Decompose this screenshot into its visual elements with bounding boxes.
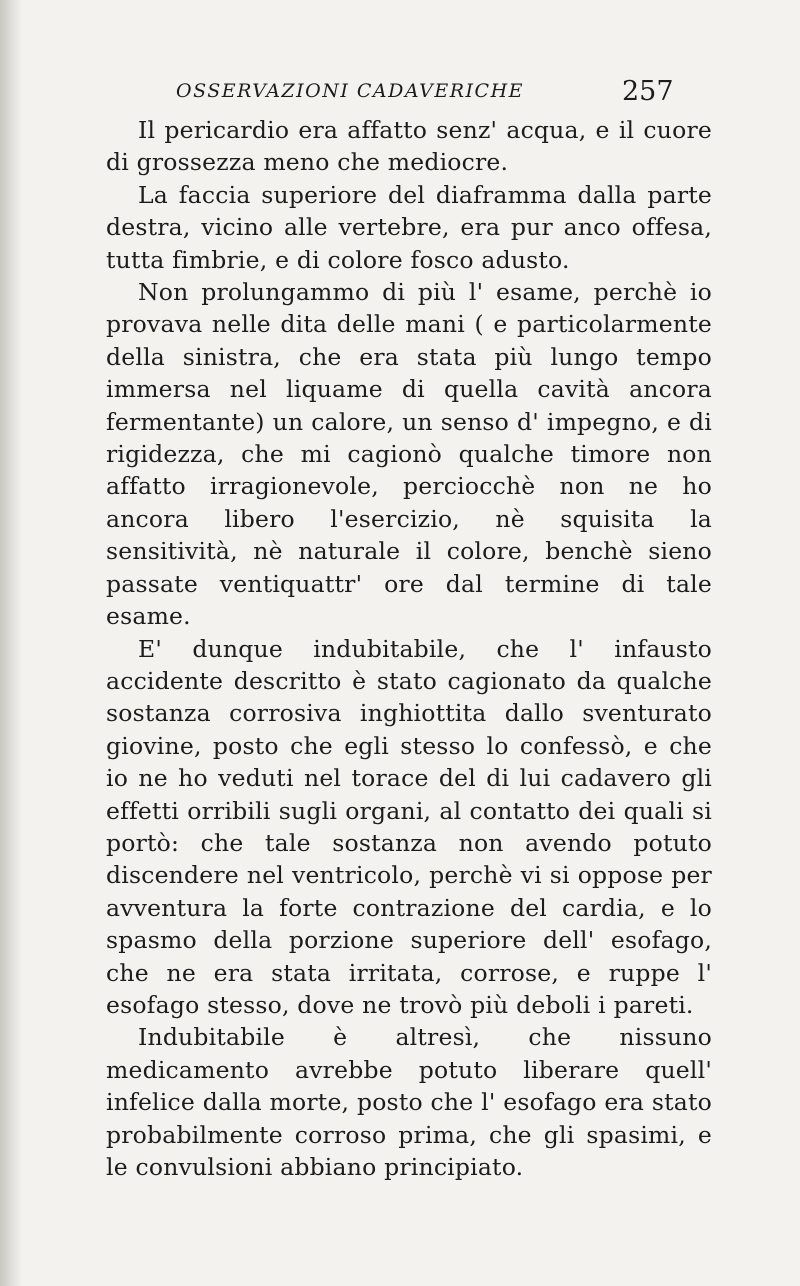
page-number: 257 bbox=[622, 76, 674, 107]
paragraph-medicamento: Indubitabile è altresì, che nissuno medicamento avrebbe potuto liberare quell' infelice dalla morte, posto che l' esofago era stato probabilmente corroso prima, che gli spasimi, e le convulsioni abbiano principiato. bbox=[106, 1023, 712, 1181]
page-edge-shadow bbox=[0, 0, 22, 1286]
page-header bbox=[170, 78, 690, 112]
paragraph-indubitabile: E' dunque indubitabile, che l' infausto accidente descritto è stato cagionato da qualche sostanza corrosiva inghiottita dallo sventurato giovine, posto che egli stesso lo confessò, e che io ne ho veduti nel torace del di lui cadavero gli effetti orribili sugli organi, al contatto dei quali si portò: che tale sostanza non avendo potuto discendere nel ventricolo, perchè vi si oppose per avventura la forte contrazione del cardia, e lo spasmo della porzione superiore dell' esofago, che ne era stata irritata, corrose, e ruppe l' esofago stesso, dove ne trovò più deboli i pareti. bbox=[106, 634, 712, 1019]
paragraph-diaframma: La faccia superiore del diaframma dalla parte destra, vicino alle vertebre, era pur anco offesa, tutta fimbrie, e di colore fosco adusto. bbox=[106, 180, 712, 274]
paragraph-pericardio: Il pericardio era affatto senz' acqua, e il cuore di grossezza meno che mediocre. bbox=[106, 116, 712, 177]
page-body bbox=[106, 114, 712, 1183]
paragraph-esame: Non prolungammo di più l' esame, perchè io provava nelle dita delle mani ( e particolarmente della sinistra, che era stata più lungo tempo immersa nel liquame di quella cavità ancora fermentante) un calore, un senso d' impegno, e di rigidezza, che mi cagionò qualche timore non affatto irragionevole, perciocchè non ne ho ancora libero l'esercizio, nè squisita la sensitività, nè naturale il colore, benchè sieno passate ventiquattr' ore dal termine di tale esame. bbox=[106, 278, 712, 631]
running-title: OSSERVAZIONI CADAVERICHE bbox=[176, 80, 525, 102]
